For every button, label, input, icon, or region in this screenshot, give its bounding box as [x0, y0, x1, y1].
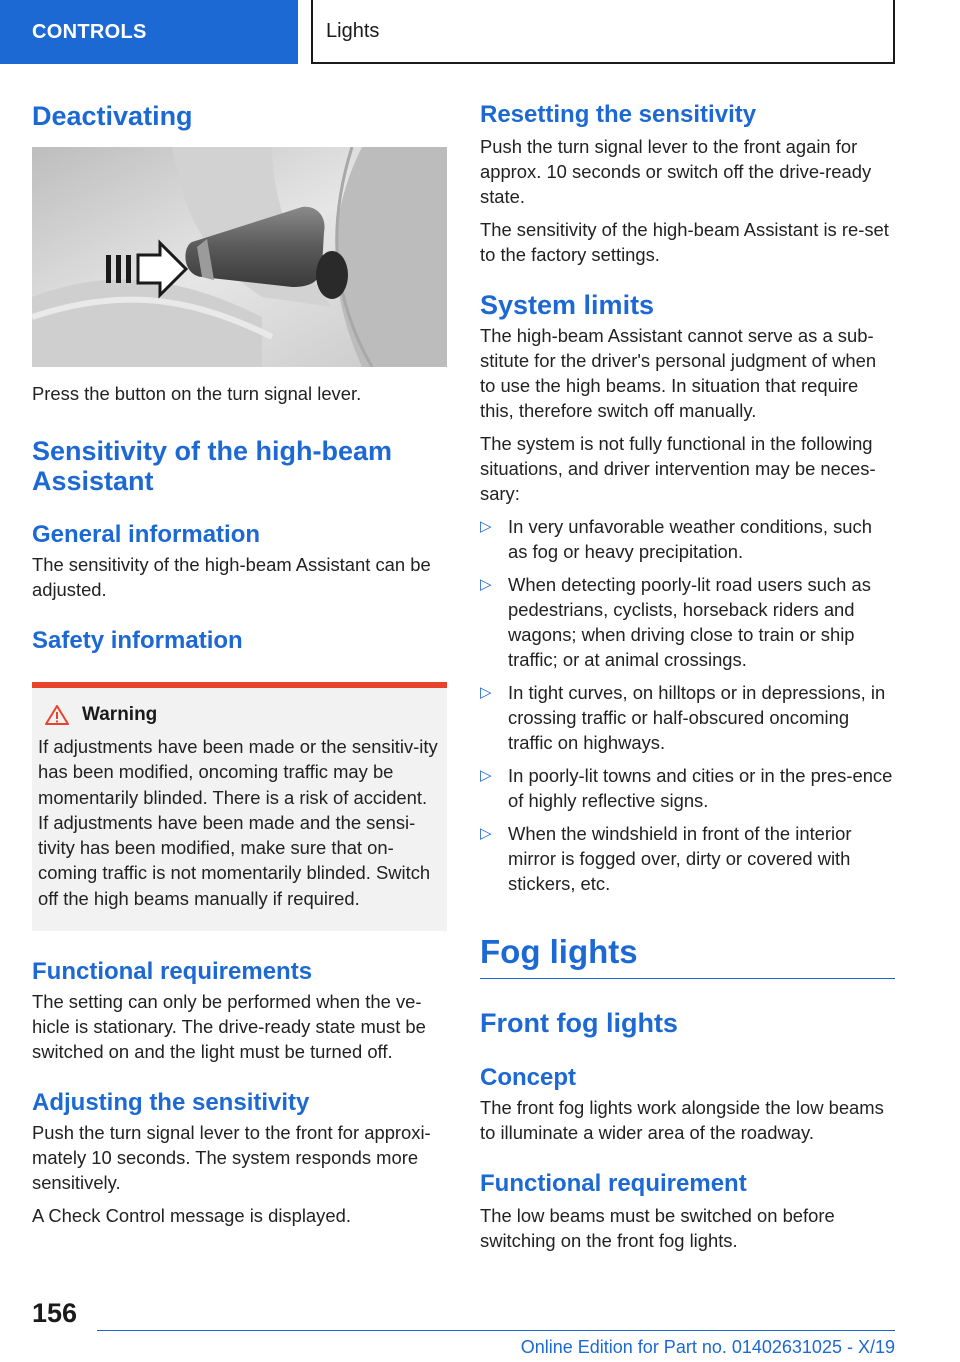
edition-text: Online Edition for Part no. 01402631025 - X/19	[520, 1337, 895, 1357]
front-fog-lights-heading: Front fog lights	[480, 1008, 678, 1038]
concept-heading: Concept	[480, 1064, 576, 1091]
functional-requirements-text: The setting can only be performed when the ve-hicle is stationary. The drive-ready state must be switched on and the light must be turned off.	[32, 991, 426, 1063]
resetting-text: Push the turn signal lever to the front again for approx. 10 seconds or switch off the drive-ready state.	[480, 136, 872, 207]
general-info-heading: General information	[32, 521, 261, 548]
functional-requirements-heading: Functional requirements	[32, 958, 313, 986]
page-number: 156	[32, 1298, 78, 1328]
turn-signal-lever-illustration	[32, 147, 447, 367]
lever-image	[32, 147, 447, 367]
bullet-triangle-icon: ▷	[480, 518, 492, 535]
deactivating-heading: Deactivating	[32, 101, 193, 131]
general-info-text: The sensitivity of the high-beam Assistant can be adjusted.	[32, 554, 431, 600]
adjusting-note: A Check Control message is displayed.	[32, 1205, 351, 1227]
concept-text: The front fog lights work alongside the low beams to illuminate a wider area of the roadway.	[480, 1097, 884, 1143]
safety-info-heading: Safety information	[32, 627, 243, 654]
adjusting-heading: Adjusting the sensitivity	[32, 1089, 310, 1117]
list-item: ▷ When the windshield in front of the interior mirror is fogged over, dirty or covered with stickers, etc.	[480, 823, 852, 894]
limits-list	[480, 514, 895, 896]
warning-label: Warning	[82, 704, 158, 725]
sensitivity-heading: Sensitivity of the high-beam Assistant	[32, 436, 393, 496]
bullet-triangle-icon: ▷	[480, 684, 492, 701]
warning-box	[32, 682, 447, 931]
functional-requirement-text: The low beams must be switched on before switching on the front fog lights.	[480, 1205, 835, 1251]
right-column	[480, 100, 895, 1253]
warning-text: If adjustments have been made or the sensitiv-ity has been modified, oncoming traffic may be momentarily blinded. There is a risk of accident. If adjustments have been made and the sensi-tivity has been modified, make sure that on-coming traffic is not momentarily blinded. Switch off the high beams manually if required.	[38, 736, 438, 909]
bullet-triangle-icon: ▷	[480, 825, 492, 842]
list-item: ▷ When detecting poorly-lit road users such as pedestrians, cyclists, horseback riders and wagons; when driving close to train or ship traffic; or at animal crossings.	[480, 574, 871, 670]
system-limits-text: The high-beam Assistant cannot serve as a sub-stitute for the driver's personal judgment of when to use the high beams. In situation that require this, therefore switch off manually.	[480, 325, 877, 421]
adjusting-text: Push the turn signal lever to the front for approxi-mately 10 seconds. The system responds more sensitively.	[32, 1122, 431, 1194]
list-item: ▷ In very unfavorable weather conditions, such as fog or heavy precipitation.	[480, 516, 872, 562]
footer-divider	[97, 1330, 895, 1331]
system-limits-heading: System limits	[480, 290, 655, 320]
warning-triangle-icon	[44, 704, 70, 726]
bullet-triangle-icon: ▷	[480, 767, 492, 784]
fog-lights-heading: Fog lights	[480, 932, 895, 979]
bullet-triangle-icon: ▷	[480, 576, 492, 593]
deactivating-text: Press the button on the turn signal lever.	[32, 383, 362, 404]
warning-header	[38, 704, 441, 726]
list-item: ▷ In tight curves, on hilltops or in depressions, in crossing traffic or half-obscured oncoming traffic on highways.	[480, 682, 886, 753]
section-label: CONTROLS	[32, 20, 147, 43]
left-column	[32, 100, 447, 1228]
functional-requirement-heading: Functional requirement	[480, 1170, 747, 1197]
chapter-tab	[311, 0, 895, 64]
system-limits-text-2: The system is not fully functional in the following situations, and driver intervention may be neces-sary:	[480, 433, 876, 504]
resetting-text-2: The sensitivity of the high-beam Assistant is re-set to the factory settings.	[480, 219, 889, 265]
resetting-heading: Resetting the sensitivity	[480, 101, 757, 128]
chapter-label: Lights	[326, 19, 380, 42]
section-tab	[0, 0, 298, 64]
list-item: ▷ In poorly-lit towns and cities or in the pres-ence of highly reflective signs.	[480, 765, 893, 811]
